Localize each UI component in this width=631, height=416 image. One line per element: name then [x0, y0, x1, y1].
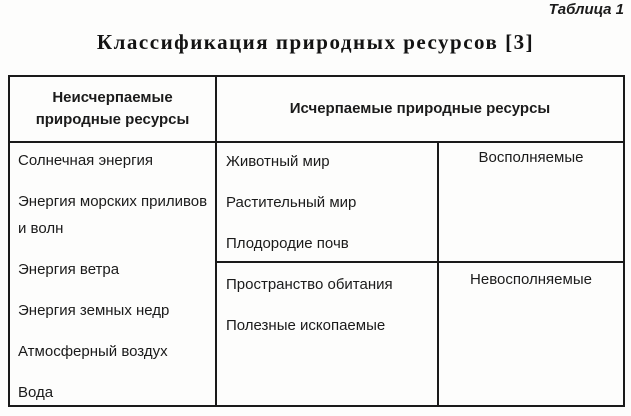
- resources-table: [8, 75, 625, 407]
- cell-replenishable-items: [217, 143, 439, 263]
- list-item: Энергия ветра: [18, 261, 120, 278]
- list-item: Атмосферный воздух: [18, 343, 168, 360]
- list-item: Полезные ископаемые: [226, 317, 386, 334]
- list-item: Энергия земных недр: [18, 302, 170, 319]
- list-item: Плодородие почв: [226, 235, 349, 252]
- page-title: Классификация природных ресурсов [3]: [96, 30, 535, 54]
- list-item: Солнечная энергия: [18, 152, 154, 169]
- header-inexhaustible-resources: Неисчерпаемые природные ресурсы: [10, 77, 217, 143]
- cell-replenishable-category: Восполняемые: [439, 143, 623, 263]
- list-item: Энергия морских приливов и волн: [18, 193, 208, 237]
- list-item: Вода: [18, 384, 54, 401]
- cell-non-replenishable-items: [217, 263, 439, 405]
- list-item: Пространство обитания: [226, 276, 393, 293]
- list-item: Животный мир: [226, 153, 330, 170]
- cell-non-replenishable-category: Невосполняемые: [470, 271, 592, 288]
- header-exhaustible-resources: Исчерпаемые природные ресурсы: [217, 77, 623, 143]
- list-item: Растительный мир: [226, 194, 357, 211]
- table-number-label: Таблица 1: [548, 1, 624, 18]
- cell-inexhaustible-items: [10, 143, 217, 405]
